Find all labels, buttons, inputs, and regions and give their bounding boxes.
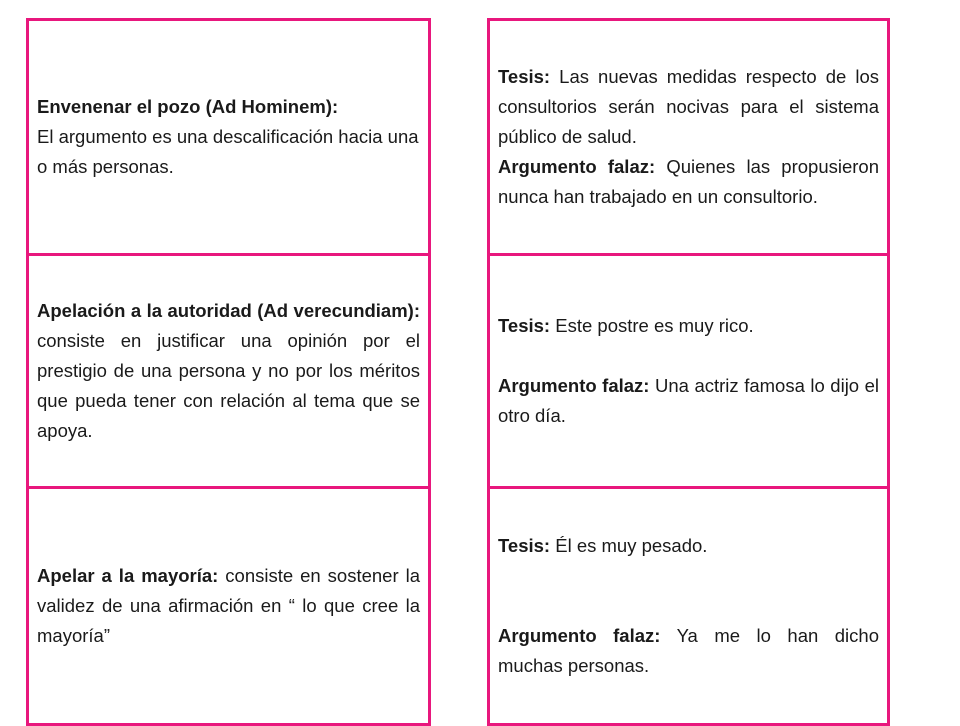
fallacy-card-ad-hominem — [26, 18, 431, 256]
fallacy-name: Apelación a la autoridad (Ad verecundiam): — [37, 300, 420, 321]
fallacy-description: El argumento es una descalificación hacia una o más personas. — [37, 126, 419, 177]
spacer — [498, 591, 879, 621]
example-argument — [498, 621, 879, 681]
fallacy-description: consiste en sostener la validez de una afirmación en “ lo que cree la mayoría” — [37, 565, 420, 646]
argument-label: Argumento falaz: — [498, 375, 650, 396]
argument-text: Ya me lo han dicho muchas personas. — [498, 625, 879, 676]
thesis-text: Las nuevas medidas respecto de los consultorios serán nocivas para el sistema público de salud. — [498, 66, 880, 147]
spacer — [498, 561, 879, 591]
fallacy-card-majority — [26, 486, 431, 726]
spacer — [498, 341, 879, 371]
thesis-text: Este postre es muy rico. — [555, 315, 754, 336]
fallacy-description: consiste en justificar una opinión por el prestigio de una persona y no por los méritos que pueda tener con relación al tema que se apoya. — [37, 330, 420, 441]
example-card-2 — [487, 253, 890, 489]
example-card-1 — [487, 18, 890, 256]
argument-label: Argumento falaz: — [498, 156, 656, 177]
thesis-label: Tesis: — [498, 535, 551, 556]
fallacy-name: Envenenar el pozo (Ad Hominem): — [37, 96, 339, 117]
fallacy-card-ad-verecundiam — [26, 253, 431, 489]
example-card-3 — [487, 486, 890, 726]
fallacy-name: Apelar a la mayoría: — [37, 565, 219, 586]
argument-text: Una actriz famosa lo dijo el otro día. — [498, 375, 880, 426]
thesis-text: Él es muy pesado. — [555, 535, 708, 556]
example-argument — [498, 152, 879, 212]
example-thesis — [498, 531, 879, 561]
example-thesis — [498, 62, 879, 152]
fallacy-text — [37, 296, 420, 446]
fallacy-text — [37, 561, 420, 651]
example-argument — [498, 371, 879, 431]
argument-text: Quienes las propusieron nunca han trabajado en un consultorio. — [498, 156, 880, 207]
argument-label: Argumento falaz: — [498, 625, 661, 646]
example-thesis — [498, 311, 879, 341]
thesis-label: Tesis: — [498, 315, 551, 336]
thesis-label: Tesis: — [498, 66, 551, 87]
